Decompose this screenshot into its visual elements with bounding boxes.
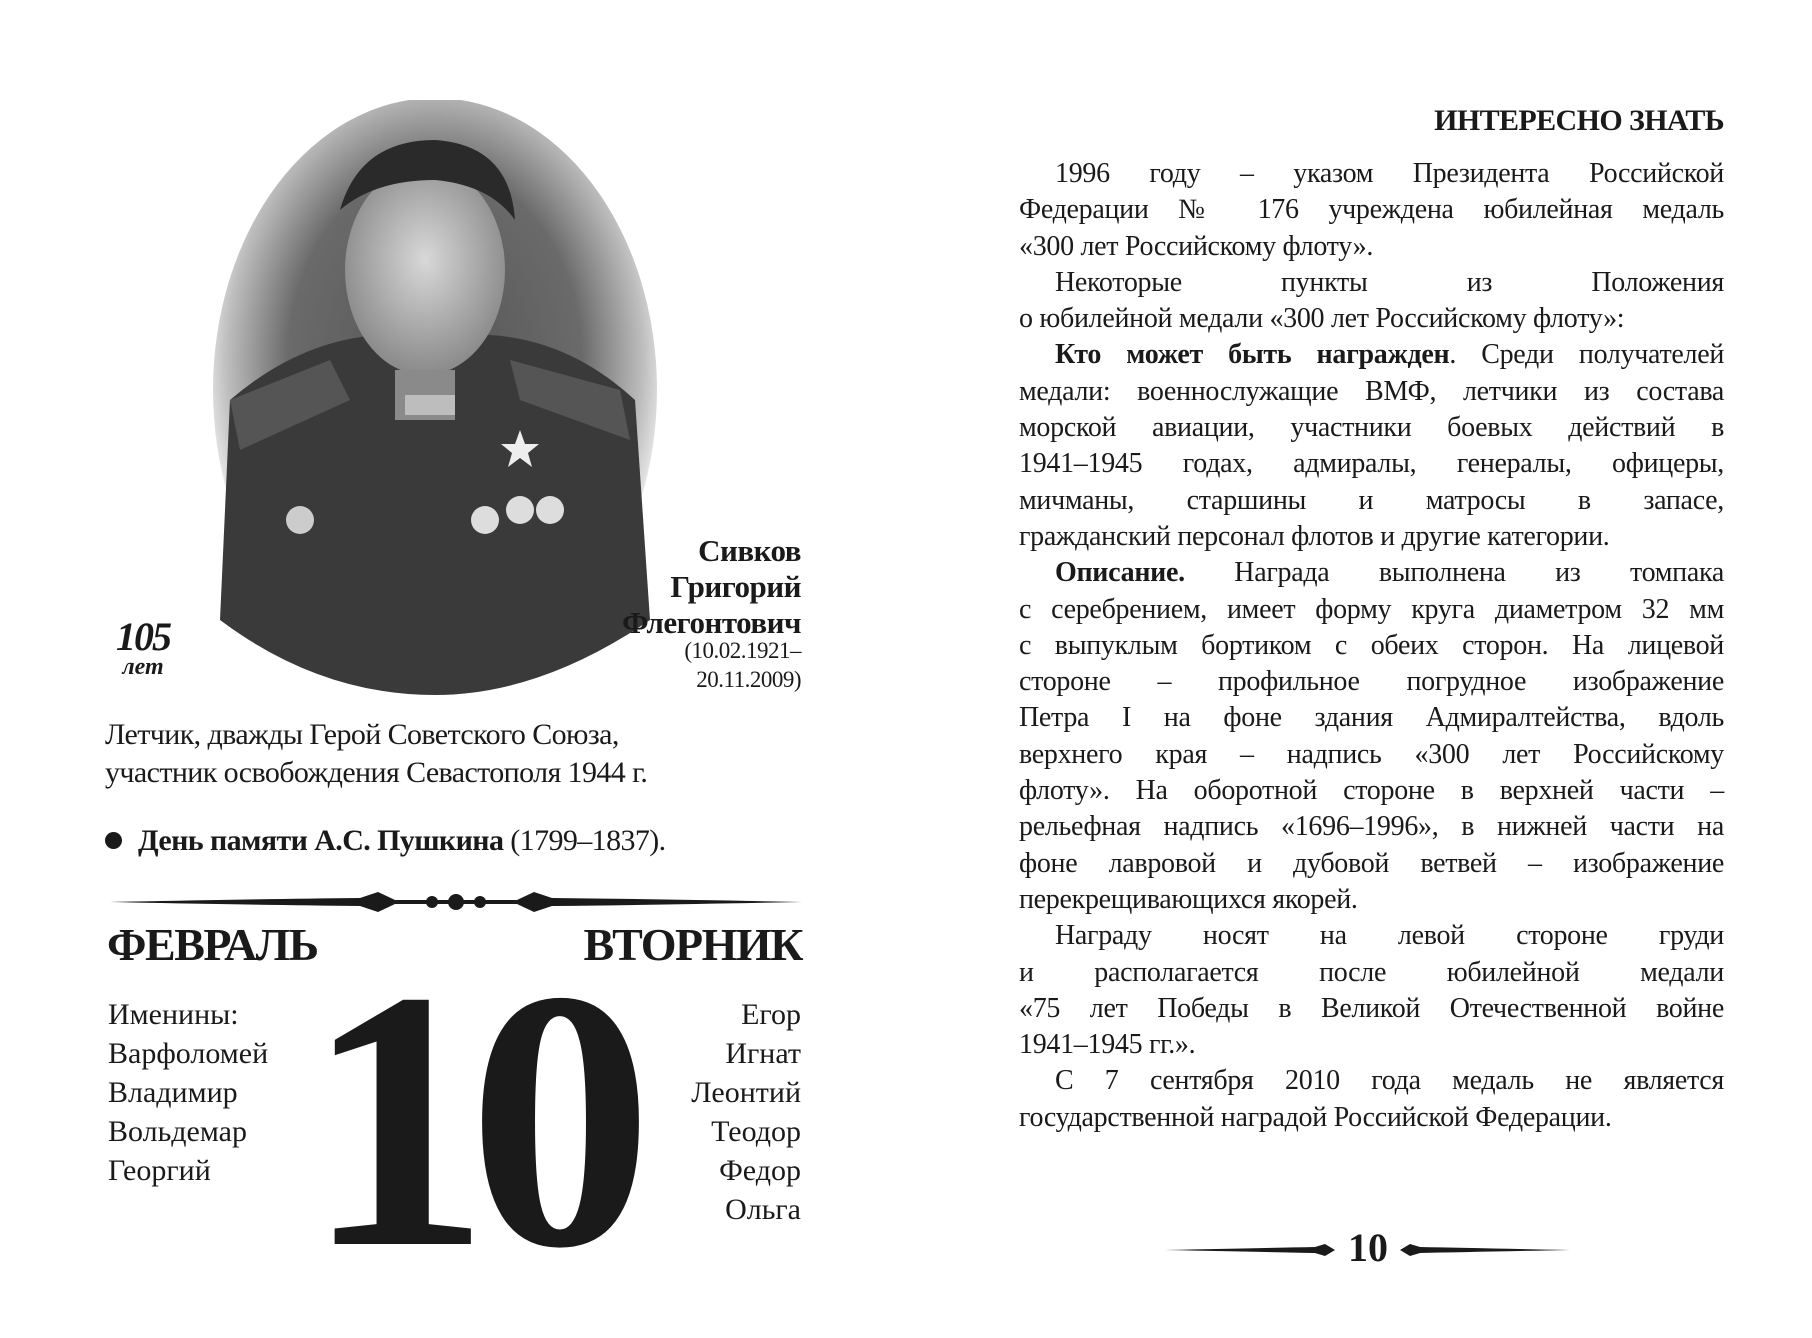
article-line — [1019, 628, 1724, 664]
article-line-text: С 7 сентября 2010 года медаль не является — [1055, 1065, 1724, 1097]
name-day: Вольдемар — [108, 1115, 247, 1148]
article-line-text: Награда выполнена из томпака — [1184, 557, 1724, 589]
first-name: Григорий — [670, 569, 801, 604]
article-line — [1019, 192, 1724, 228]
name-day: Игнат — [725, 1037, 801, 1070]
surname: Сивков — [698, 533, 801, 568]
name-day: Варфоломей — [108, 1037, 269, 1070]
name-day: Владимир — [108, 1076, 238, 1109]
day-number: 10 — [305, 915, 631, 1325]
weekday-label: ВТОРНИК — [583, 919, 802, 970]
article-line-text: «300 лет Российскому флоту». — [1019, 230, 1374, 262]
article-line-bold: Описание. — [1055, 557, 1185, 589]
description-line: участник освобождения Севастополя 1944 г. — [105, 756, 648, 789]
article-line — [1019, 446, 1724, 482]
article-line-text: с выпуклым бортиком с обеих сторон. На лицевой — [1019, 629, 1724, 661]
name-days-left — [108, 995, 268, 1190]
article-line — [1019, 882, 1724, 918]
article-line — [1019, 410, 1724, 446]
article-line — [1019, 374, 1724, 410]
page-number: 10 — [1340, 1224, 1396, 1271]
article-line-text: Награду носят на левой стороне груди — [1055, 920, 1724, 952]
anniversary-badge — [108, 614, 178, 680]
article-line — [1019, 301, 1724, 337]
article-line-text: о юбилейной медали «300 лет Российскому флоту»: — [1019, 303, 1625, 335]
name-day: Егор — [741, 998, 801, 1031]
article-line — [1019, 1063, 1724, 1099]
article-line-text: . Среди получателей — [1449, 339, 1725, 371]
article-line-text: фоне лавровой и дубовой ветвей – изображение — [1019, 847, 1724, 879]
article-line — [1019, 1027, 1724, 1063]
article-line — [1019, 991, 1724, 1027]
bullet-icon — [105, 832, 122, 849]
article-line — [1019, 337, 1724, 373]
event-title: День памяти А.С. Пушкина — [138, 824, 504, 857]
article-line-text: Петра I на фоне здания Адмиралтейства, вдоль — [1019, 702, 1724, 734]
portrait-photo — [210, 100, 660, 695]
article-line-text: «75 лет Победы в Великой Отечественной войне — [1019, 992, 1724, 1024]
article-line — [1019, 918, 1724, 954]
name-day: Теодор — [711, 1115, 801, 1148]
article-line-text: с серебрением, имеет форму круга диаметром 32 мм — [1019, 593, 1724, 625]
article-line — [1019, 265, 1724, 301]
article-line-text: медали: военнослужащие ВМФ, летчики из состава — [1019, 375, 1724, 407]
article-line-text: гражданский персонал флотов и другие категории. — [1019, 520, 1610, 552]
person-name — [622, 533, 801, 641]
article-line-text: верхнего края – надпись «300 лет Российскому — [1019, 738, 1724, 770]
name-day: Федор — [719, 1154, 801, 1187]
description-line: Летчик, дважды Герой Советского Союза, — [105, 718, 619, 751]
article-line — [1019, 846, 1724, 882]
article-line-text: государственной наградой Российской Федерации. — [1019, 1101, 1612, 1133]
article-line-text: 1941–1945 годах, адмиралы, генералы, офицеры, — [1019, 448, 1724, 480]
article-line — [1019, 229, 1724, 265]
name-days-heading: Именины: — [108, 998, 239, 1031]
month-label: ФЕВРАЛЬ — [107, 919, 318, 970]
article-text — [1019, 156, 1724, 1136]
article-line — [1019, 555, 1724, 591]
article-line-bold: Кто может быть награжден — [1055, 339, 1450, 371]
article-line — [1019, 773, 1724, 809]
article-line — [1019, 700, 1724, 736]
article-line-text: мичманы, старшины и матросы в запасе, — [1019, 484, 1724, 516]
patronymic: Флегонтович — [621, 605, 801, 640]
section-heading: ИНТЕРЕСНО ЗНАТЬ — [1434, 104, 1724, 137]
article-line — [1019, 737, 1724, 773]
article-line — [1019, 809, 1724, 845]
name-day: Ольга — [725, 1193, 801, 1226]
article-line-text: и располагается после юбилейной медали — [1019, 956, 1724, 988]
name-days-right — [691, 995, 801, 1229]
article-line — [1019, 955, 1724, 991]
birth-date: (10.02.1921– — [684, 638, 801, 663]
article-line — [1019, 664, 1724, 700]
article-line-text: Федерации № 176 учреждена юбилейная медаль — [1019, 194, 1724, 226]
article-line-text: морской авиации, участники боевых действий в — [1019, 412, 1724, 444]
name-day: Леонтий — [691, 1076, 801, 1109]
article-line-text: 1941–1945 гг.». — [1019, 1029, 1196, 1061]
anniversary-label: лет — [122, 654, 164, 680]
article-line-text: перекрещивающихся якорей. — [1019, 883, 1358, 915]
event-years: (1799–1837). — [503, 824, 666, 857]
article-line — [1019, 483, 1724, 519]
article-line-text: стороне – профильное погрудное изображение — [1019, 666, 1724, 698]
article-line — [1019, 1100, 1724, 1136]
article-line — [1019, 592, 1724, 628]
article-line-text: Некоторые пункты из Положения — [1055, 266, 1724, 298]
article-line-text: флоту». На оборотной стороне в верхней части – — [1019, 775, 1724, 807]
life-dates — [684, 636, 801, 694]
article-line — [1019, 519, 1724, 555]
article-line-text: рельефная надпись «1696–1996», в нижней части на — [1019, 811, 1724, 843]
event-item — [105, 822, 666, 860]
article-line — [1019, 156, 1724, 192]
article-line-text: 1996 году – указом Президента Российской — [1055, 158, 1724, 189]
person-description — [105, 716, 647, 792]
ornamental-divider — [110, 887, 802, 917]
anniversary-number: 105 — [116, 614, 170, 659]
name-day: Георгий — [108, 1154, 211, 1187]
death-date: 20.11.2009) — [696, 667, 801, 692]
